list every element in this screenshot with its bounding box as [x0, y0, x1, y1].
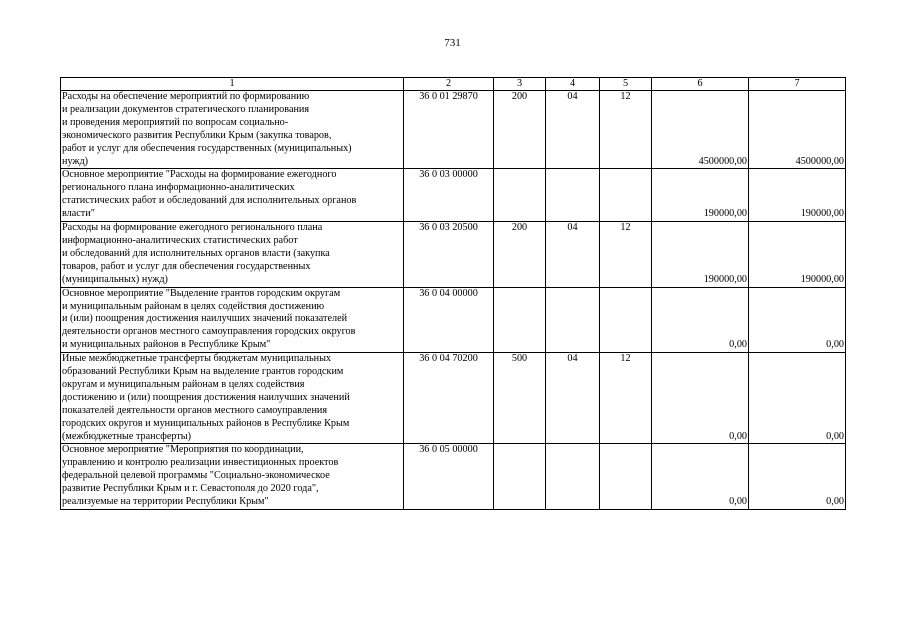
target-code-cell: 36 0 01 29870	[404, 91, 494, 169]
row-description: Основное мероприятие "Расходы на формирование ежегодного регионального плана информационно-аналитических статистических работ и обследований для исполнительных органов власти"	[61, 169, 404, 222]
row-description: Основное мероприятие "Мероприятия по координации, управлению и контролю реализации инвестиционных проектов федеральной целевой программы "Социально-экономическое развитие Республики Крым и г. Севастополя до 2020 года", реализуемые на территории Республики Крым"	[61, 444, 404, 510]
subsection-cell	[600, 444, 652, 510]
expense-type-cell	[494, 444, 546, 510]
row-description: Иные межбюджетные трансферты бюджетам муниципальных образований Республики Крым на выделение грантов городским округам и муниципальным районам в целях содействия достижению и (или) поощрения достижения наилучших значений показателей деятельности органов местного самоуправления городских округов и муниципальных районов в Республике Крым (межбюджетные трансферты)	[61, 353, 404, 444]
target-code-cell: 36 0 04 70200	[404, 353, 494, 444]
amount-col7-cell: 190000,00	[749, 169, 846, 222]
expense-type-cell: 500	[494, 353, 546, 444]
row-description: Основное мероприятие "Выделение грантов городским округам и муниципальным районам в целях содействия достижению и (или) поощрения достижения наилучших значений показателей деятельности органов местного самоуправления городских округов и муниципальных районов в Республике Крым"	[61, 287, 404, 353]
column-header: 5	[600, 78, 652, 91]
row-description: Расходы на формирование ежегодного регионального плана информационно-аналитических статистических работ и обследований для исполнительных органов власти (закупка товаров, работ и услуг для обеспечения государственных (муниципальных) нужд)	[61, 222, 404, 288]
row-description: Расходы на обеспечение мероприятий по формированию и реализации документов стратегического планирования и проведения мероприятий по вопросам социально- экономического развития Республики Крым (закупка товаров, работ и услуг для обеспечения государственных (муниципальных) нужд)	[61, 91, 404, 169]
amount-col6-cell: 0,00	[652, 287, 749, 353]
subsection-cell	[600, 169, 652, 222]
amount-col6-cell: 190000,00	[652, 222, 749, 288]
table-row	[61, 222, 846, 288]
target-code-cell: 36 0 05 00000	[404, 444, 494, 510]
table-row	[61, 91, 846, 169]
column-header: 2	[404, 78, 494, 91]
subsection-cell: 12	[600, 353, 652, 444]
table-row	[61, 169, 846, 222]
amount-col7-cell: 0,00	[749, 444, 846, 510]
column-header: 1	[61, 78, 404, 91]
table-row	[61, 287, 846, 353]
expense-type-cell: 200	[494, 222, 546, 288]
header-row	[61, 78, 846, 91]
amount-col6-cell: 0,00	[652, 444, 749, 510]
expense-type-cell	[494, 287, 546, 353]
section-cell	[546, 287, 600, 353]
amount-col7-cell: 0,00	[749, 353, 846, 444]
section-cell: 04	[546, 353, 600, 444]
section-cell: 04	[546, 222, 600, 288]
target-code-cell: 36 0 03 00000	[404, 169, 494, 222]
subsection-cell	[600, 287, 652, 353]
subsection-cell: 12	[600, 222, 652, 288]
section-cell	[546, 169, 600, 222]
target-code-cell: 36 0 03 20500	[404, 222, 494, 288]
table-body	[61, 78, 846, 510]
amount-col6-cell: 0,00	[652, 353, 749, 444]
budget-table	[60, 77, 846, 510]
section-cell	[546, 444, 600, 510]
amount-col7-cell: 4500000,00	[749, 91, 846, 169]
table-row	[61, 353, 846, 444]
column-header: 3	[494, 78, 546, 91]
target-code-cell: 36 0 04 00000	[404, 287, 494, 353]
expense-type-cell	[494, 169, 546, 222]
amount-col7-cell: 0,00	[749, 287, 846, 353]
amount-col6-cell: 4500000,00	[652, 91, 749, 169]
expense-type-cell: 200	[494, 91, 546, 169]
section-cell: 04	[546, 91, 600, 169]
column-header: 7	[749, 78, 846, 91]
column-header: 4	[546, 78, 600, 91]
amount-col6-cell: 190000,00	[652, 169, 749, 222]
column-header: 6	[652, 78, 749, 91]
table-row	[61, 444, 846, 510]
page-number: 731	[444, 37, 461, 49]
amount-col7-cell: 190000,00	[749, 222, 846, 288]
subsection-cell: 12	[600, 91, 652, 169]
